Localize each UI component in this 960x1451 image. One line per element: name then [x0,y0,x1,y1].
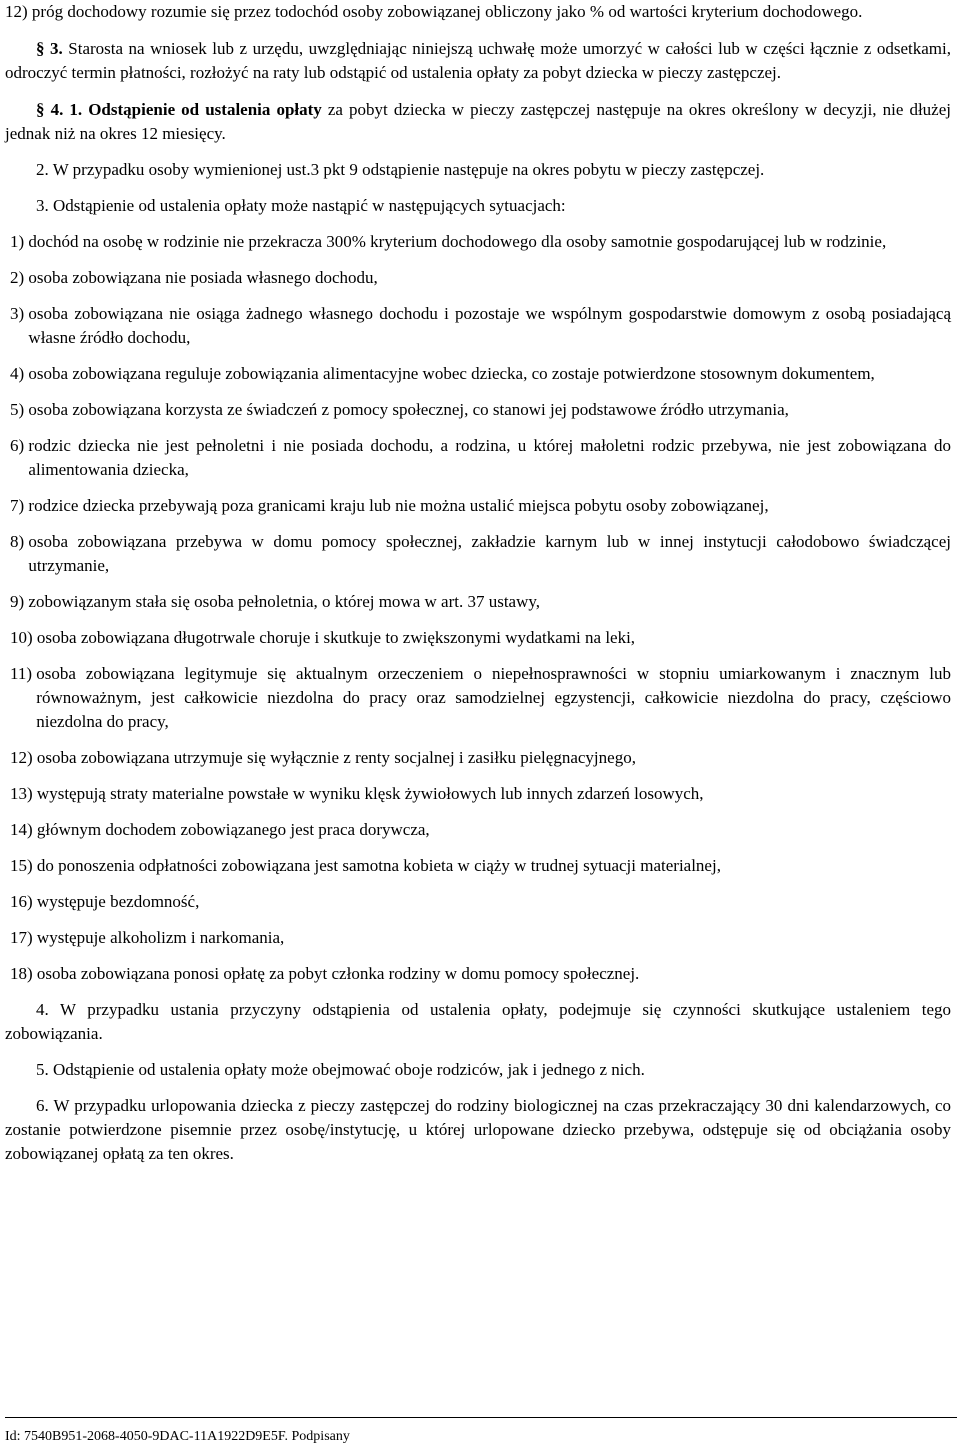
paragraph-4-6: 6. W przypadku urlopowania dziecka z pieczy zastępczej do rodziny biologicznej na czas przekraczający 30 dni kalendarzowych, co zostanie potwierdzone pisemnie przez osobę/instytucję, u której urlopowane dziecko przebywa, odstępuje się od obciążania osoby zobowiązanej opłatą za ten okres. [5,1096,951,1163]
list-item [10,434,951,482]
item-text: osoba zobowiązana długotrwale choruje i skutkuje to zwiększonymi wydatkami na leki, [36,628,636,647]
paragraph-4-2: 2. W przypadku osoby wymienionej ust.3 pkt 9 odstąpienie następuje na okres pobytu w pieczy zastępczej. [36,160,765,179]
item-number: 8) [10,532,29,551]
item-text: rodzic dziecka nie jest pełnoletni i nie posiada dochodu, a rodzina, u której małoletni rodzic przebywa, nie jest zobowiązana do alimentowania dziecka, [28,436,951,479]
item-number: 16) [10,892,37,911]
item-number: 11) [10,664,37,683]
list-item [10,398,951,422]
list-item [10,530,951,578]
conditions-list [5,230,951,986]
paragraph-4-3: 3. Odstąpienie od ustalenia opłaty może nastąpić w następujących sytuacjach: [36,196,566,215]
item-number: 17) [10,928,37,947]
item-number: 9) [10,592,29,611]
item-text: głównym dochodem zobowiązanego jest praca dorywcza, [36,820,430,839]
item-number: 18) [10,964,37,983]
item-number: 1) [10,232,29,251]
item-text: rodzice dziecka przebywają poza granicami kraju lub nie można ustalić miejsca pobytu osoby zobowiązanej, [28,496,769,515]
item-text: osoba zobowiązana nie posiada własnego dochodu, [28,268,378,287]
section-number: § 4. 1. [36,100,83,119]
list-item [5,0,951,24]
item-text: występuje alkoholizm i narkomania, [36,928,285,947]
document-id: Id: 7540B951-2068-4050-9DAC-11A1922D9E5F. Podpisany [5,1429,350,1444]
item-text: próg dochodowy rozumie się przez todochód osoby zobowiązanej obliczony jako % od wartości kryterium dochodowego. [31,2,863,21]
item-text: osoba zobowiązana utrzymuje się wyłącznie z renty socjalnej i zasiłku pielęgnacyjnego, [36,748,636,767]
paragraph-text: za pobyt dziecka w pieczy zastępczej następuje na okres określony w decyzji, nie dłużej jednak niż na okres 12 miesięcy. [5,100,951,143]
item-text: osoba zobowiązana przebywa w domu pomocy społecznej, zakładzie karnym lub w innej instytucji całodobowo świadczącej utrzymanie, [28,532,951,575]
item-text: występuje bezdomność, [36,892,200,911]
item-number: 14) [10,820,37,839]
list-item [10,926,951,950]
item-number: 4) [10,364,29,383]
list-item [10,962,951,986]
emphasis-text: Odstąpienie od ustalenia opłaty [82,100,322,119]
item-text: zobowiązanym stała się osoba pełnoletnia, o której mowa w art. 37 ustawy, [28,592,541,611]
item-text: do ponoszenia odpłatności zobowiązana jest samotna kobieta w ciąży w trudnej sytuacji materialnej, [36,856,721,875]
list-item [10,494,951,518]
document-page [5,0,951,1166]
item-number: 10) [10,628,37,647]
list-item [10,362,951,386]
list-item [10,302,951,350]
list-item [10,662,951,734]
section-number: § 3. [36,39,63,58]
item-text: osoba zobowiązana ponosi opłatę za pobyt członka rodziny w domu pomocy społecznej. [36,964,640,983]
item-number: 2) [10,268,29,287]
paragraph-section-3 [5,37,951,85]
paragraph-4-5: 5. Odstąpienie od ustalenia opłaty może obejmować oboje rodziców, jak i jednego z nich. [36,1060,645,1079]
list-item [10,626,951,650]
paragraph-text: Starosta na wniosek lub z urzędu, uwzględniając niniejszą uchwałę może umorzyć w całości lub w części łącznie z odsetkami, odroczyć termin płatności, rozłożyć na raty lub odstąpić od ustalenia opłaty za pobyt dziecka w pieczy zastępczej. [5,39,952,82]
list-item [10,266,951,290]
list-item [10,782,951,806]
item-number: 5) [10,400,29,419]
page-footer [5,1417,959,1446]
item-number: 12) [10,748,37,767]
item-number: 7) [10,496,29,515]
list-item [10,230,951,254]
item-text: osoba zobowiązana legitymuje się aktualnym orzeczeniem o niepełnosprawności w stopniu umiarkowanym i znacznym lub równoważnym, jest całkowicie niezdolna do pracy oraz samodzielnej egzystencji, całkowicie niezdolna do pracy, częściowo niezdolna do pracy, [36,664,951,731]
item-text: osoba zobowiązana nie osiąga żadnego własnego dochodu i pozostaje we wspólnym gospodarstwie domowym z osobą posiadającą własne źródło dochodu, [28,304,951,347]
item-text: dochód na osobę w rodzinie nie przekracza 300% kryterium dochodowego dla osoby samotnie gospodarującej lub w rodzinie, [28,232,887,251]
item-number: 6) [10,436,29,455]
paragraph-section-4-1 [5,98,951,146]
item-text: występują straty materialne powstałe w wyniku klęsk żywiołowych lub innych zdarzeń losowych, [36,784,704,803]
item-number: 3) [10,304,29,323]
list-item [10,746,951,770]
list-item [10,590,951,614]
item-number: 12) [5,2,32,21]
item-number: 15) [10,856,37,875]
paragraph-4-4: 4. W przypadku ustania przyczyny odstąpienia od ustalenia opłaty, podejmuje się czynności skutkujące ustaleniem tego zobowiązania. [5,1000,951,1043]
item-text: osoba zobowiązana korzysta ze świadczeń z pomocy społecznej, co stanowi jej podstawowe źródło utrzymania, [28,400,789,419]
list-item [10,818,951,842]
list-item [10,890,951,914]
footer-divider [5,1417,957,1418]
item-text: osoba zobowiązana reguluje zobowiązania alimentacyjne wobec dziecka, co zostaje potwierdzone stosownym dokumentem, [28,364,875,383]
item-number: 13) [10,784,37,803]
list-item [10,854,951,878]
